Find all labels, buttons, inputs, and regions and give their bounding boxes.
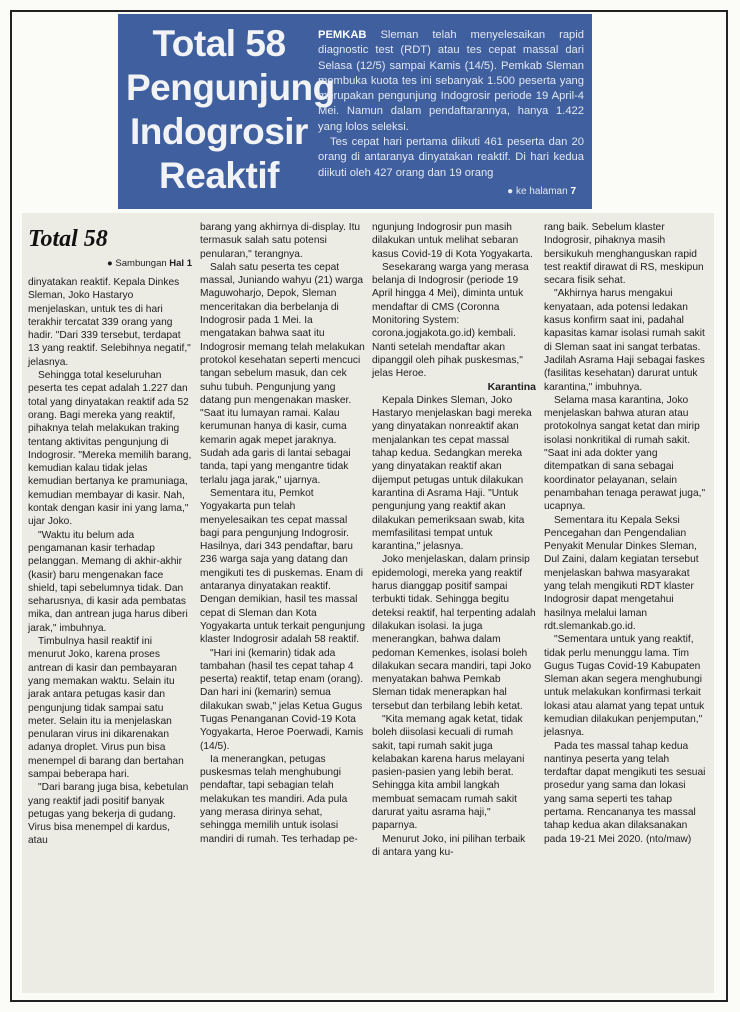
paragraph: "Waktu itu belum ada pengamanan kasir terhadap pelanggan. Memang di akhir-akhir (kasir) baru mengenakan face shield, tapi sebelumnya tidak. Dan seharusnya, di kasir ada pembatas mika, dan antrean juga harus diberi jarak," imbuhnya.: [28, 529, 188, 634]
paragraph: ngunjung Indogrosir pun masih dilakukan untuk melihat sebaran kasus Covid-19 di Kota Yogyakarta.: [372, 222, 533, 260]
continued-label: Sambungan: [115, 258, 167, 269]
teaser-paragraph-text: Sleman telah menyelesaikan rapid diagnostic test (RDT) atau tes cepat massal dari Selasa (12/5) sampai Kamis (14/5). Pemkab Sleman membuka kuota tes ini sebanyak 1.500 peserta yang merupakan pengunjung Indogrosir periode 19 April-4 Mei. Namun dalam pendaftarannya, hanya 1.422 yang lolos seleksi.: [318, 29, 584, 133]
paragraph: "Sementara untuk yang reaktif, tidak perlu menunggu lama. Tim Gugus Tugas Covid-19 Kabupaten Sleman akan segera menghubungi untuk melakukan konfirmasi terkait lokasi atau alamat yang tepat untuk kemudian dilakukan penjemputan," jelasnya.: [544, 634, 705, 739]
continued-from: ● Sambungan Hal 1: [107, 258, 192, 269]
paragraph: Salah satu peserta tes cepat massal, Juniando wahyu (21) warga Maguwoharjo, Depok, Sleman menceritakan dia berbelanja di Indogrosir pada 1 Mei. Ia mengatakan bahwa saat itu Indogrosir memang telah melakukan protokol kesehatan seperti mencuci tangan sebelum masuk, dan cek suhu tubuh. Pengunjung yang datang pun mengenakan masker. "Saat itu lumayan ramai. Kalau kerumunan hanya di kasir, cuma kemarin agak mepet jaraknya. Sudah ada garis di lantai sebagai tanda, tapi yang mengantre tidak terlalu jaga jarak," ujarnya.: [200, 261, 365, 486]
paragraph: "Dari barang juga bisa, kebetulan yang reaktif jadi positif banyak petugas yang bekerja di gudang. Virus bisa menempel di kardus, atau: [28, 782, 189, 847]
paragraph: Ia menerangkan, petugas puskesmas telah menghubungi pendaftar, tapi sebagian telah melakukan tes mandiri. Ada pula yang merasa dirinya sehat, sehingga memilih untuk isolasi mandiri di rumah. Tes terhadap pe-: [200, 753, 358, 845]
paragraph: Pada tes massal tahap kedua nantinya peserta yang telah terdaftar dapat mengikuti tes sesuai prosedur yang sama dan lokasi yang sama seperti tes tahap pertama. Rencananya tes massal tahap kedua akan dilaksanakan pada 19-21 Mei 2020. (nto/maw): [544, 740, 706, 845]
article-column-4: [544, 221, 708, 846]
paragraph: "Akhirnya harus mengakui kenyataan, ada potensi ledakan kasus konfirm saat ini, padahal kapasitas kamar isolasi rumah sakit di Sleman saat ini sangat terbatas. Jadilah Asrama Haji sebagai faskes (fasilitas kesehatan) darurat untuk karantina," imbuhnya.: [544, 288, 705, 393]
column-text: [28, 276, 192, 848]
paragraph: Joko menjelaskan, dalam prinsip epidemologi, mereka yang reaktif harus dianggap positif sampai terbukti tidak. Sehingga begitu deteksi reaktif, hal terpenting adalah dilakukan isolasi. Ia juga menerangkan, bahwa dalam pedoman Kemenkes, isolasi boleh dilakukan secara mandiri, tapi Joko menyatakan bahwa Pemkab Sleman tidak menerapkan hal tersebut dan terbilang lebih ketat.: [372, 554, 536, 712]
teaser-paragraph: Tes cepat hari pertama diikuti 461 peserta dan 20 orang di antaranya dinyatakan reaktif. Di hari kedua diikuti oleh 427 orang dan 19 orang: [318, 136, 584, 179]
column-text: [372, 221, 536, 381]
teaser-paragraph: [318, 28, 584, 135]
article: [22, 213, 714, 993]
paragraph: dinyatakan reaktif. Kepala Dinkes Sleman, Joko Hastaryo menjelaskan, untuk tes di hari terakhir tercatat 339 orang yang hadir. "Dari 339 tersebut, terdapat 13 yang reaktif. Selebihnya negatif," jelasnya.: [28, 277, 191, 368]
teaser-box: [118, 14, 592, 209]
paragraph: Sesekarang warga yang merasa belanja di Indogrosir (periode 19 April hingga 4 Mei), diminta untuk mendaftar di CMS (Coronna Monitoring System: corona.jogjakota.go.id) kembali. Nanti setelah mendaftar akan dipanggil oleh pihak puskesmas," jelas Heroe.: [372, 261, 529, 380]
teaser-headline-line: Indogrosir: [130, 111, 308, 152]
article-column-2: [200, 221, 366, 846]
column-text: [372, 394, 536, 859]
column-text: [544, 221, 708, 846]
article-column-3: [372, 221, 536, 859]
paragraph: Selama masa karantina, Joko menjelaskan bahwa aturan atau protokolnya sangat ketat dan mirip isolasi nonkritikal di rumah sakit. "Saat ini ada dokter yang ditempatkan di sana sebagai koordinator pelayanan, selain penambahan tenaga perawat juga," ucapnya.: [544, 394, 706, 513]
paragraph: "Kita memang agak ketat, tidak boleh diisolasi kecuali di rumah sakit, tapi rumah sakit juga kelabakan karena harus melayani pasien-pasien yang lebih berat. Sehingga kita ambil langkah membuat semacam rumah sakit darurat yaitu asrama haji," paparnya.: [372, 713, 525, 832]
paragraph: Sehingga total keseluruhan peserta tes cepat adalah 1.227 dan total yang dinyatakan reaktif ada 52 orang. Bagi mereka yang reaktif, pihaknya telah melakukan traking tentang aktivitas pengunjung di Indogrosir. "Mereka memilih barang, kemudian kalau tidak jelas kemudian bertanya ke pramuniaga, kemudian membayar di kasir. Nah, kontak dengan kasir ini yang lama," ujar Joko.: [28, 370, 192, 528]
page-reference-number: 7: [570, 186, 576, 197]
teaser-headline-line: Pengunjung: [126, 67, 335, 108]
teaser-lead-word: PEMKAB: [318, 29, 367, 41]
paragraph: Menurut Joko, ini pilihan terbaik di antara yang ku-: [372, 833, 526, 858]
paragraph: Timbulnya hasil reaktif ini menurut Joko, karena proses antrean di kasir dan pembayaran yang memakan waktu. Selain itu jarak antara petugas kasir dan pengunjung tidak sampai satu meter. Selain itu ia menjelaskan penularan virus ini dikarenakan adanya droplet. Virus pun bisa menempel di barang dan bertahan sampai beberapa hari.: [28, 636, 184, 780]
paragraph: Sementara itu Kepala Seksi Pencegahan dan Pengendalian Penyakit Menular Dinkes Sleman, Dul Zaini, dalam kegiatan tersebut menjelaskan bahwa masyarakat yang telah mengikuti RDT klaster Indogrosir dapat mengetahui hasilnya melalui laman rdt.slemankab.go.id.: [544, 514, 699, 632]
page-reference: ● ke halaman 7: [507, 186, 576, 197]
teaser-headline-line: Reaktif: [159, 155, 279, 196]
section-subheading: Karantina: [487, 380, 536, 393]
paragraph: Sementara itu, Pemkot Yogyakarta pun telah menyelesaikan tes cepat massal bagi para pengunjung Indogrosir. Hasilnya, dari 343 pendaftar, baru 236 warga saja yang datang dan mengikuti tes di puskemas. Enam di antaranya dinyatakan reaktif. Dengan demikian, hasil tes massal cepat di Sleman dan Kota Yogyakarta untuk terkait pengunjung klaster Indogrosir adalah 58 reaktif.: [200, 487, 366, 646]
column-text: [200, 221, 366, 846]
continued-page: Hal 1: [169, 258, 192, 269]
paragraph: barang yang akhirnya di-display. Itu termasuk salah satu potensi penularan," terangnya.: [200, 222, 361, 260]
article-column-1: [28, 221, 192, 848]
paragraph: Kepala Dinkes Sleman, Joko Hastaryo menjelaskan bagi mereka yang dinyatakan nonreaktif akan menjalankan tes cepat massal tahap kedua. Sedangkan mereka yang dinyatakan reaktif akan dijemput petugas untuk dilakukan karantina di Asrama Haji. "Untuk pengunjung yang reaktif akan dilakukan pemeriksaan swab, kita memfasilitasi tempat untuk karantina," jelasnya.: [372, 394, 532, 553]
paragraph: rang baik. Sebelum klaster Indogrosir, pihaknya masih bersikukuh menghanguskan rapid test reaktif dirawat di RS, meskipun secara fisik sehat.: [544, 222, 704, 287]
teaser-headline-line: Total 58: [152, 23, 286, 64]
paragraph: "Hari ini (kemarin) tidak ada tambahan (hasil tes cepat tahap 4 peserta) reaktif, tetap enam (orang). Dan hari ini (kemarin) semua dilakukan swab," jelas Ketua Gugus Tugas Penanganan Covid-19 Kota Yogyakarta, Heroe Poerwadi, Kamis (14/5).: [200, 647, 364, 752]
page-reference-label: ke halaman: [515, 186, 568, 197]
teaser-body: [318, 28, 584, 181]
article-title: Total 58: [28, 226, 108, 252]
teaser-headline: [126, 22, 335, 198]
